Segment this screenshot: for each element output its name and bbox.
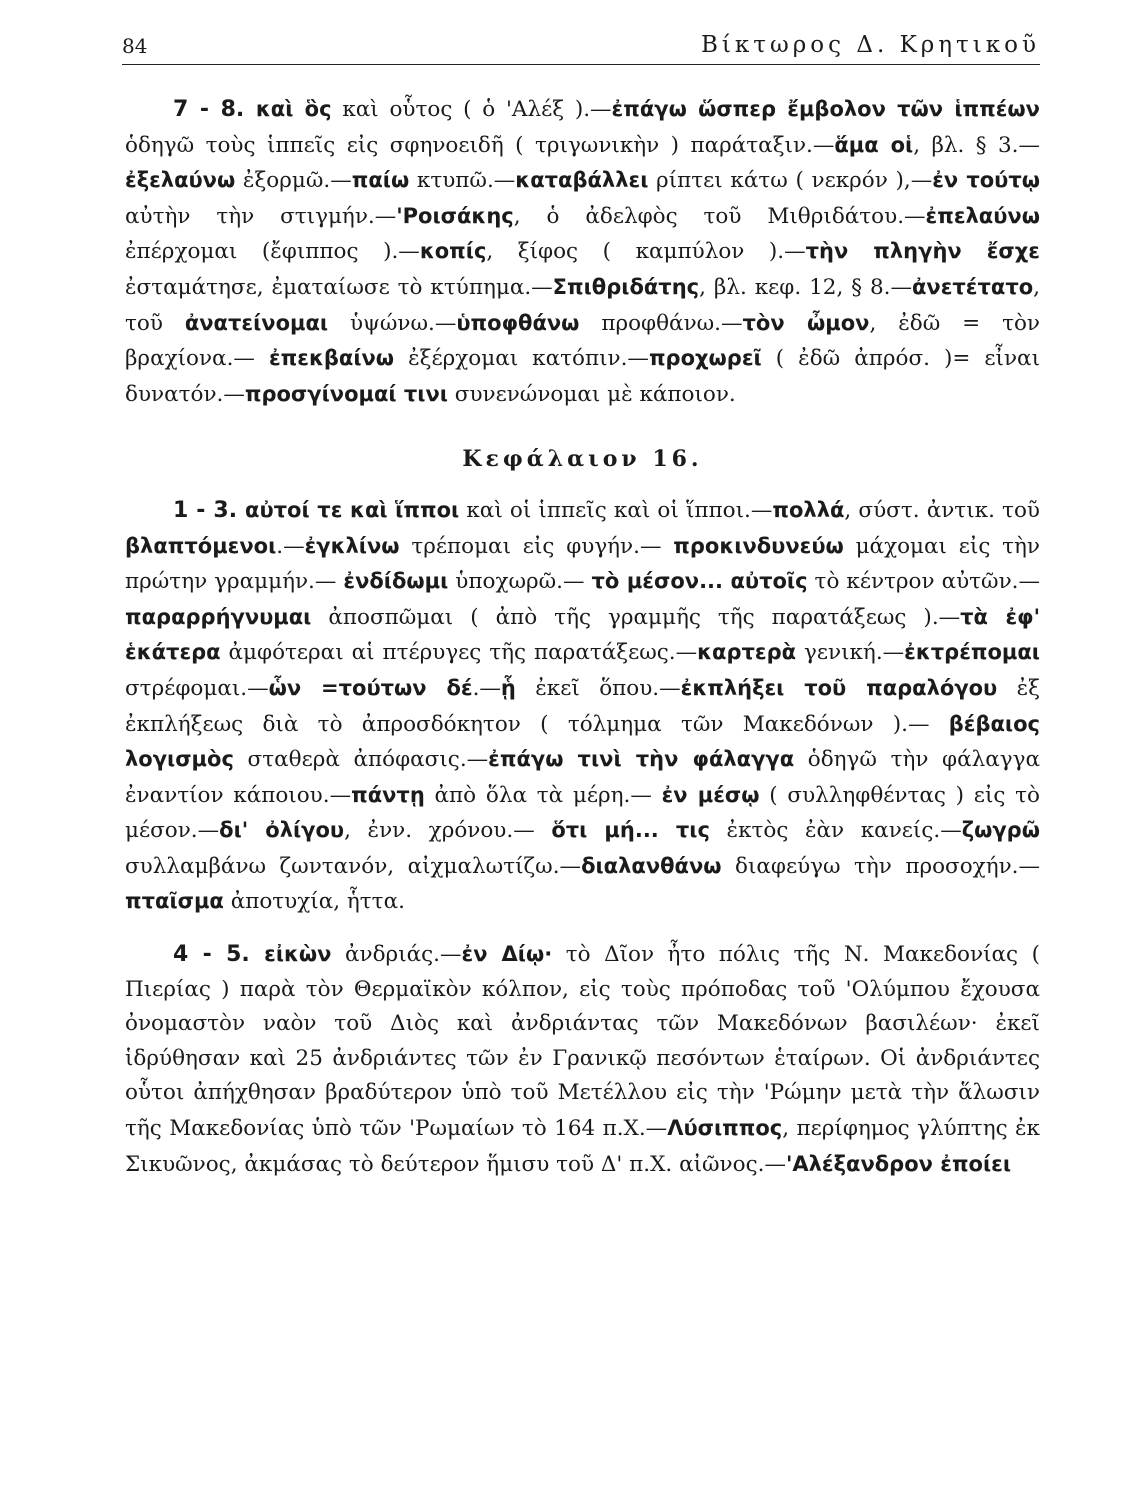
gloss-text: ἐξορμῶ.—	[235, 168, 352, 194]
gloss-text: κτυπῶ.—	[409, 168, 516, 194]
headword: προχωρεῖ	[648, 346, 762, 371]
headword: ἀνετέτατο	[911, 274, 1034, 299]
headword: ἐπελαύνω	[925, 203, 1040, 228]
gloss-text: μάχομαι εἰς τὴν πρώτην γραμμήν.—	[125, 533, 1041, 595]
headword: τὴν πληγὴν ἔσχε	[805, 239, 1040, 264]
headword: ὑποφθάνω	[456, 310, 580, 335]
headword: διαλανθάνω	[581, 853, 722, 878]
headword: ἀνατείνομαι	[184, 310, 329, 335]
headword: τὸν ὦμον	[742, 310, 870, 335]
headword: πταῖσμα	[125, 889, 224, 914]
headword: κοπίς	[419, 239, 487, 264]
gloss-text: .—	[276, 533, 305, 559]
headword: προσγίνομαί τινι	[244, 381, 448, 406]
gloss-text: ὁδηγῶ τὴν φάλαγγα ἐναντίον κάποιου.—	[125, 747, 1040, 808]
headword: πάντῃ	[351, 782, 425, 807]
gloss-text: σταθερὰ ἀπόφασις.—	[233, 747, 489, 773]
headword: δι' ὀλίγου	[219, 818, 345, 843]
headword: Λύσιππος	[667, 1116, 783, 1141]
gloss-text: καὶ οὗτος ( ὁ 'Αλέξ ).—	[331, 97, 612, 122]
headword: ἐπάγω τινὶ τὴν φάλαγγα	[488, 747, 795, 772]
paragraph-section-7-8	[125, 92, 1040, 412]
headword: 'Αλέξανδρον ἐποίει	[785, 1151, 1012, 1176]
headword: βλαπτόμενοι	[125, 533, 277, 558]
headword: ὅτι μή... τις	[551, 818, 710, 843]
headword: πολλά	[772, 497, 845, 522]
headword: 'Ροισάκης	[396, 203, 514, 228]
headword: ἐκπλήξει τοῦ παραλόγου	[680, 675, 998, 700]
gloss-text: ἀποτυχία, ἧττα.	[223, 889, 405, 915]
headword: ἐπεκβαίνω	[268, 346, 395, 371]
gloss-text: ρίπτει κάτω ( νεκρόν ),—	[648, 168, 933, 194]
gloss-text: ἐκεῖ ὅπου.—	[515, 675, 681, 701]
gloss-text: , σύστ. ἀντικ. τοῦ	[844, 497, 1040, 523]
gloss-text: , ἐνν. χρόνου.—	[344, 818, 552, 844]
gloss-text: προφθάνω.—	[579, 310, 743, 336]
gloss-text: , ἐδῶ = τὸν βραχίονα.—	[125, 310, 1040, 372]
headword: ἐπάγω ὥσπερ ἔμβολον τῶν ἱππέων	[611, 97, 1040, 121]
gloss-text: ( ἐδῶ ἀπρόσ. )= εἶναι δυνατόν.—	[125, 346, 1041, 407]
headword: ζωγρῶ	[961, 818, 1040, 843]
headword: ἐκτρέπομαι	[904, 640, 1040, 665]
headword: βέβαιος λογισμὸς	[125, 711, 1040, 772]
headword: ὧν =τούτων δέ	[268, 675, 473, 700]
headword: παίω	[351, 168, 410, 193]
body-text	[125, 92, 1040, 1182]
gloss-text: ἐκτὸς ἐὰν κανείς.—	[709, 818, 962, 844]
gloss-text: ἐξέρχομαι κατόπιν.—	[394, 346, 649, 372]
headword: τὰ ἐφ' ἑκάτερα	[125, 604, 1040, 665]
gloss-text: , ξίφος ( καμπύλον ).—	[486, 239, 806, 265]
headword: καρτερὰ	[697, 640, 797, 665]
paragraph-section-1-3	[125, 493, 1040, 920]
gloss-text: , τοῦ	[125, 274, 1040, 336]
gloss-text: στρέφομαι.—	[125, 675, 269, 701]
headword: ἐγκλίνω	[304, 533, 400, 558]
gloss-text: ἐσταμάτησε, ἐματαίωσε τὸ κτύπημα.—	[125, 274, 553, 300]
gloss-text: ἀμφότεραι αἱ πτέρυγες τῆς παρατάξεως.—	[220, 640, 698, 666]
gloss-text: διαφεύγω τὴν προσοχήν.—	[721, 853, 1040, 879]
headword: ἐξελαύνω	[125, 168, 236, 193]
headword: προκινδυνεύω	[673, 533, 844, 558]
headword: ᾗ	[500, 675, 516, 700]
gloss-text: , βλ. κεφ. 12, § 8.—	[699, 274, 912, 300]
page-header	[122, 30, 1040, 65]
gloss-text: ὁδηγῶ τοὺς ἱππεῖς εἰς σφηνοειδῆ ( τριγωνικὴν ) παράταξιν.—	[125, 132, 835, 158]
gloss-text: ὑποχωρῶ.—	[448, 569, 592, 595]
gloss-text: τρέπομαι εἰς φυγήν.—	[399, 533, 674, 559]
gloss-text: τὸ κέντρον αὐτῶν.—	[807, 569, 1040, 595]
section-number: 1 - 3.	[173, 497, 246, 523]
paragraph-section-4-5	[125, 937, 1040, 1182]
headword: καὶ ὃς	[255, 97, 332, 121]
headword: τὸ μέσον... αὐτοῖς	[591, 569, 808, 594]
headword: εἰκὼν	[264, 942, 332, 967]
gloss-text: , βλ. § 3.—	[913, 132, 1040, 158]
gloss-text: ἐξ ἐκπλήξεως διὰ τὸ ἀπροσδόκητον ( τόλμημα τῶν Μακεδόνων ).—	[125, 675, 1041, 737]
gloss-text: αὐτὴν τὴν στιγμήν.—	[125, 203, 397, 229]
headword: παραρρήγνυμαι	[125, 604, 312, 629]
gloss-text: ( συλληφθέντας ) εἰς τὸ μέσον.—	[125, 782, 1040, 844]
headword: ἐν μέσῳ	[661, 782, 760, 807]
page-number: 84	[122, 34, 148, 58]
headword: ἐν Δίῳ·	[461, 942, 553, 967]
gloss-text: ἀνδριάς.—	[331, 942, 462, 968]
headword: ἅμα οἱ	[834, 132, 914, 157]
section-number: 4 - 5.	[173, 942, 265, 968]
gloss-text: συνενώνομαι μὲ κάποιον.	[447, 381, 736, 407]
section-number: 7 - 8.	[173, 97, 256, 122]
gloss-text: , περίφημος γλύπτης ἐκ Σικυῶνος, ἀκμάσας τὸ δεύτερον ἥμισυ τοῦ Δ' π.Χ. αἰῶνος.—	[125, 1116, 1040, 1177]
gloss-text: γενική.—	[796, 640, 905, 666]
chapter-heading: Κεφάλαιον 16.	[462, 446, 703, 473]
headword: αὐτοί τε καὶ ἵπποι	[245, 497, 460, 522]
gloss-text: συλλαμβάνω ζωντανόν, αἰχμαλωτίζω.—	[125, 853, 582, 879]
gloss-text: ὑψώνω.—	[328, 310, 457, 336]
headword: ἐνδίδωμι	[343, 569, 449, 594]
gloss-text: ἐπέρχομαι (ἔφιππος ).—	[125, 239, 420, 265]
gloss-text: .—	[472, 675, 501, 701]
headword: Σπιθριδάτης	[552, 274, 700, 299]
gloss-text: καὶ οἱ ἱππεῖς καὶ οἱ ἵπποι.—	[459, 497, 773, 523]
gloss-text: ἀποσπῶμαι ( ἀπὸ τῆς γραμμῆς τῆς παρατάξεως ).—	[311, 604, 961, 630]
headword: ἐν τούτῳ	[932, 168, 1041, 193]
gloss-text: ἀπὸ ὅλα τὰ μέρη.—	[424, 782, 662, 808]
headword: καταβάλλει	[515, 168, 649, 193]
gloss-text: τὸ Δῖον ἦτο πόλις τῆς Ν. Μακεδονίας ( Πιερίας ) παρὰ τὸν Θερμαϊκὸν κόλπον, εἰς τοὺς πρόποδας τοῦ 'Ολύμπου ἔχουσα ὀνομαστὸν ναὸν τοῦ Διὸς καὶ ἀνδριάντας τῶν Μακεδόνων βασιλέων· ἐκεῖ ἱδρύθησαν καὶ 25 ἀνδριάντες τῶν ἐν Γρανικῷ πεσόντων ἑταίρων. Οἱ ἀνδριάντες οὗτοι ἀπήχθησαν βραδύτερον ὑπὸ τοῦ Μετέλλου εἰς τὴν 'Ρώμην μετὰ τὴν ἅλωσιν τῆς Μακεδονίας ὑπὸ τῶν 'Ρωμαίων τὸ 164 π.Χ.—	[125, 942, 1040, 1142]
gloss-text: , ὁ ἀδελφὸς τοῦ Μιθριδάτου.—	[513, 203, 926, 229]
running-title: Βίκτωρος Δ. Κρητικοῦ	[701, 32, 1040, 58]
